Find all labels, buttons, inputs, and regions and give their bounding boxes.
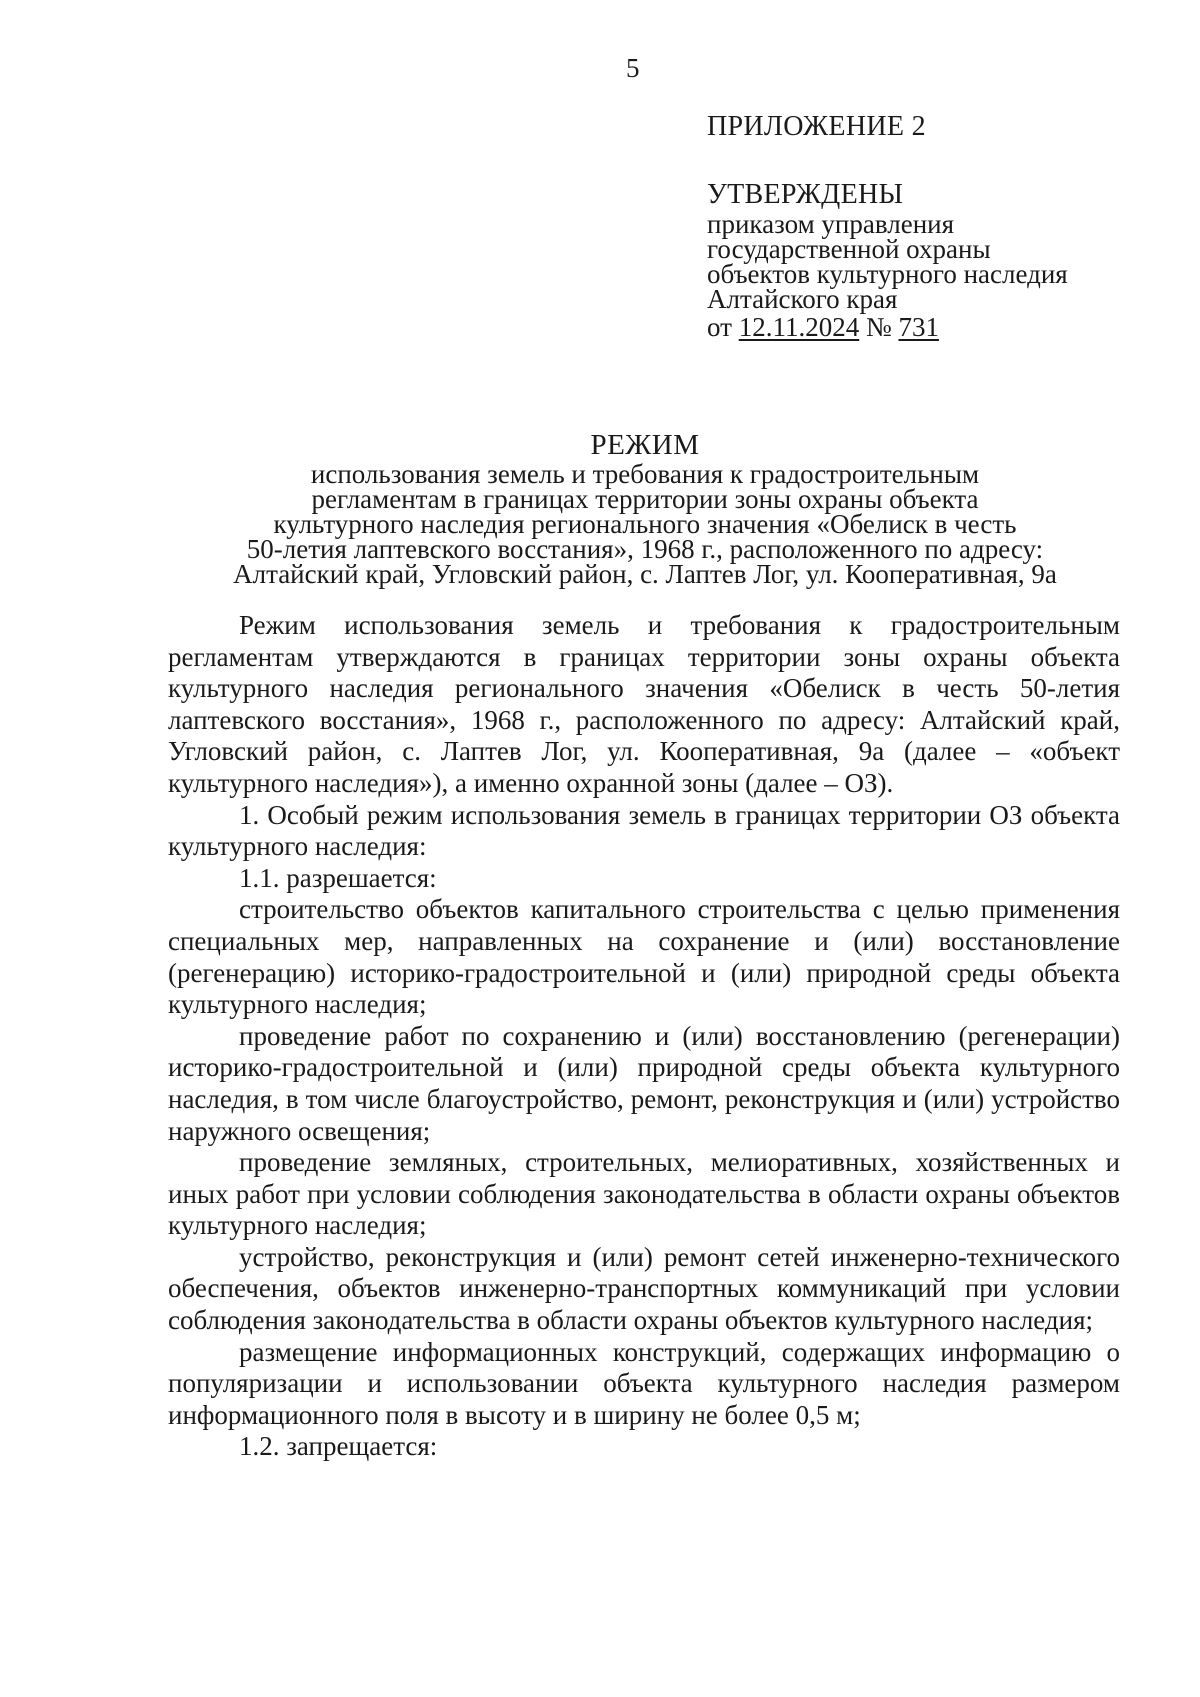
- approved-line: государственной охраны: [707, 234, 991, 264]
- allowed-item: устройство, реконструкция и (или) ремонт сетей инженерно-технического обеспечения, объектов инженерно-транспортных коммуникаций при условии соблюдения законодательства в области охраны объектов культурного наследия;: [168, 1241, 1120, 1336]
- document-body: [168, 610, 1120, 1463]
- appendix-block: [707, 110, 1147, 342]
- section-1-paragraph: 1. Особый режим использования земель в границах территории ОЗ объекта культурного наследия:: [168, 799, 1120, 862]
- intro-paragraph: Режим использования земель и требования к градостроительным регламентам утверждаются в границах территории зоны охраны объекта культурного наследия регионального значения «Обелиск в честь 50-летия лаптевского восстания», 1968 г., расположенного по адресу: Алтайский край, Угловский район, с. Лаптев Лог, ул. Кооперативная, 9а (далее – «объект культурного наследия»), а именно охранной зоны (далее – ОЗ).: [168, 610, 1120, 798]
- section-1-1-heading: 1.1. разрешается:: [239, 862, 437, 893]
- appendix-title: ПРИЛОЖЕНИЕ 2: [707, 111, 926, 142]
- order-prefix: от: [707, 312, 732, 342]
- allowed-item: проведение работ по сохранению и (или) восстановлению (регенерации) историко-градостроительной и (или) природной среды объекта культурного наследия, в том числе благоустройство, ремонт, реконструкция и (или) устройство наружного освещения;: [168, 1020, 1120, 1146]
- heading-line: использования земель и требования к градостроительным: [310, 459, 980, 489]
- heading-line: 50-летия лаптевского восстания», 1968 г., расположенного по адресу:: [246, 534, 1044, 564]
- heading-line: культурного наследия регионального значения «Обелиск в честь: [273, 509, 1017, 539]
- order-number: 731: [898, 312, 939, 342]
- document-heading: [140, 428, 1150, 587]
- heading-line: регламентам в границах территории зоны охраны объекта: [311, 484, 979, 514]
- page-number: 5: [626, 53, 640, 83]
- order-date: 12.11.2024: [738, 312, 860, 342]
- order-number-sign: №: [865, 312, 892, 342]
- allowed-item: проведение земляных, строительных, мелиоративных, хозяйственных и иных работ при условии соблюдения законодательства в области охраны объектов культурного наследия;: [168, 1147, 1120, 1241]
- section-1-2-heading: 1.2. запрещается:: [239, 1431, 438, 1462]
- approved-line: приказом управления: [707, 209, 955, 239]
- approved-line: Алтайского края: [707, 284, 898, 314]
- heading-line: Алтайский край, Угловский район, с. Лаптев Лог, ул. Кооперативная, 9а: [233, 559, 1057, 589]
- heading-title: РЕЖИМ: [590, 429, 700, 461]
- allowed-item: строительство объектов капитального строительства с целью применения специальных мер, направленных на сохранение и (или) восстановление (регенерацию) историко-градостроительной и (или) природной среды объекта культурного наследия;: [168, 894, 1120, 1020]
- allowed-item: размещение информационных конструкций, содержащих информацию о популяризации и использовании объекта культурного наследия размером информационного поля в высоту и в ширину не более 0,5 м;: [168, 1336, 1120, 1430]
- approved-title: УТВЕРЖДЕНЫ: [707, 179, 904, 210]
- approved-line: объектов культурного наследия: [707, 259, 1068, 289]
- order-reference: [707, 312, 1147, 342]
